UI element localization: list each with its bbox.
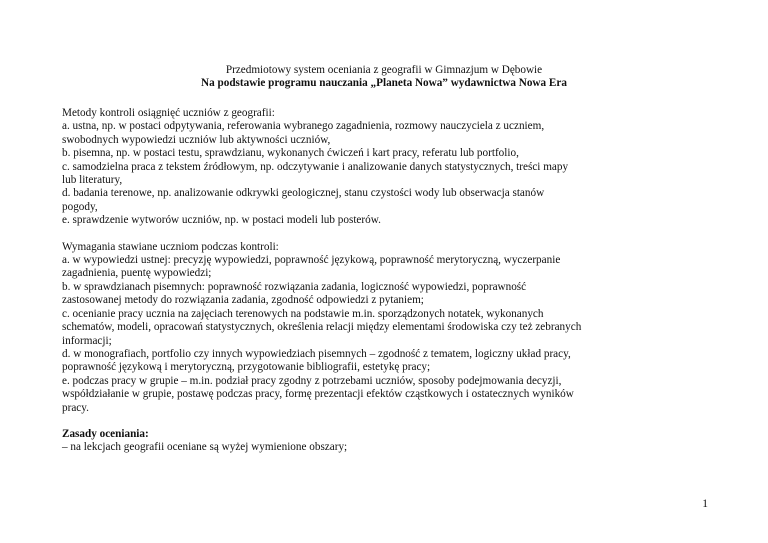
rules-title: Zasady oceniania: [62, 427, 149, 440]
methods-item-d: d. badania terenowe, np. analizowanie odkrywki geologicznej, stanu czystości wody lub obserwacja stanów pogody, [62, 187, 545, 213]
requirements-item-e: e. podczas pracy w grupie – m.in. podział pracy zgodny z potrzebami uczniów, sposoby podejmowania decyzji, współdziałanie w grupie, postawę podczas pracy, formę prezentacji efektów cząstkowych i ostatecznych wyników pracy. [62, 374, 574, 414]
header-subtitle: Na podstawie programu nauczania „Planeta Nowa” wydawnictwa Nowa Era [201, 77, 567, 90]
methods-item-b: b. pisemna, np. w postaci testu, sprawdzianu, wykonanych ćwiczeń i kart pracy, referatu lub portfolio, [62, 147, 519, 160]
rules-section [62, 428, 582, 455]
requirements-item-a: a. w wypowiedzi ustnej: precyzję wypowiedzi, poprawność językową, poprawność merytoryczną, wyczerpanie zagadnienia, puentę wypowiedzi; [62, 254, 561, 280]
requirements-item-d: d. w monografiach, portfolio czy innych wypowiedziach pisemnych – zgodność z tematem, logiczny układ pracy, poprawność językową i merytoryczną, przygotowanie bibliografii, estetykę pracy; [62, 347, 571, 374]
rules-item-1: – na lekcjach geografii oceniane są wyżej wymienione obszary; [62, 441, 348, 454]
header-title: Przedmiotowy system oceniania z geografii w Gimnazjum w Dębowie [225, 64, 543, 76]
document-header [0, 64, 768, 91]
methods-section [62, 107, 582, 228]
document-body [62, 107, 582, 468]
methods-item-e: e. sprawdzenie wytworów uczniów, np. w postaci modeli lub posterów. [62, 214, 381, 227]
methods-item-a: a. ustna, np. w postaci odpytywania, referowania wybranego zagadnienia, rozmowy nauczyciela z uczniem, swobodnych wypowiedzi uczniów lub aktywności uczniów, [62, 120, 545, 146]
methods-item-c: c. samodzielna praca z tekstem źródłowym, np. odczytywanie i analizowanie danych statystycznych, treści mapy lub literatury, [62, 160, 569, 187]
requirements-title: Wymagania stawiane uczniom podczas kontroli: [62, 240, 279, 253]
page-number: 1 [702, 498, 708, 510]
methods-title: Metody kontroli osiągnięć uczniów z geografii: [62, 107, 275, 119]
requirements-item-c: c. ocenianie pracy ucznia na zajęciach terenowych na podstawie m.in. sporządzonych notatek, wykonanych schematów, modeli, opracowań statystycznych, określenia relacji między elementami środowiska czy też zebranych informacji; [62, 307, 582, 347]
requirements-item-b: b. w sprawdzianach pisemnych: poprawność rozwiązania zadania, logiczność wypowiedzi, poprawność zastosowanej metody do rozwiązania zadania, zgodność odpowiedzi z pytaniem; [62, 280, 527, 307]
requirements-section [62, 241, 582, 415]
